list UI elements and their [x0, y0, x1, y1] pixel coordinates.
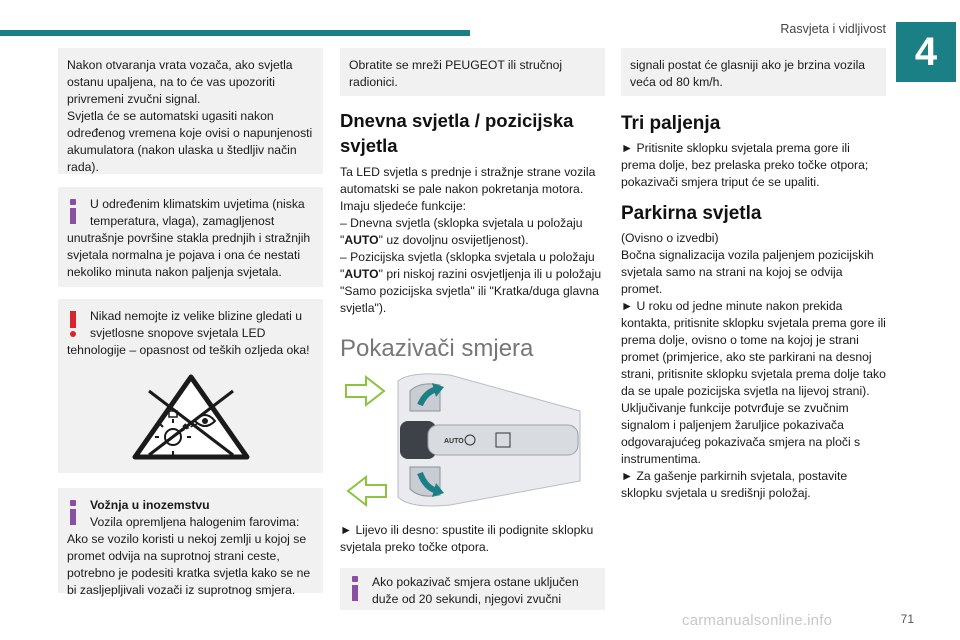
indicators-heading: Pokazivači smjera — [340, 335, 534, 362]
drl-item1: – Dnevna svjetla (sklopka svjetala u položaju "AUTO" uz dovoljnu osvijetljenost). — [340, 216, 583, 247]
warning-first: Nikad nemojte iz velike blizine gledati u svjetlosne snopove svjetala LED — [90, 309, 303, 340]
header-accent-bar — [0, 30, 470, 36]
service-box — [340, 48, 605, 96]
climate-note — [58, 187, 323, 287]
abroad-note — [58, 488, 323, 597]
three-flash-text: ► Pritisnite sklopku svjetala prema gore ili prema dolje, bez prelaska preko točke otpora; pokazivači smjera triput će se upaliti. — [621, 141, 869, 189]
drl-item2: – Pozicijska svjetla (sklopka svjetala u položaju "AUTO" pri niskoj razini osvjetljenja ili u položaju "Samo pozicijska svjetla" ili "Kratka/duga glavna svjetla"). — [340, 250, 602, 315]
column-middle — [340, 48, 605, 610]
parking-heading: Parkirna svjetla — [621, 203, 762, 224]
drl-p2: Imaju sljedeće funkcije: — [340, 199, 466, 213]
led-eye-warning-icon — [129, 371, 253, 463]
abroad-first: Vozila opremljena halogenim farovima: — [90, 515, 300, 529]
watermark: carmanualsonline.info — [682, 612, 833, 629]
indicators-note-rest: duže od 20 sekundi, njegovi zvučni — [372, 592, 562, 606]
column-left — [58, 48, 323, 597]
drl-p1: Ta LED svjetla s prednje i stražnje strane vozila automatski se pale nakon pokretanja motora. — [340, 165, 596, 196]
service-text: Obratite se mreži PEUGEOT ili stručnoj radionici. — [349, 58, 563, 89]
drl-heading: Dnevna svjetla / pozicijska svjetla — [340, 110, 574, 156]
info-icon — [348, 576, 362, 600]
section-title: Rasvjeta i vidljivost — [780, 22, 886, 36]
lever-auto-label: AUTO — [444, 438, 464, 445]
intro-text: Nakon otvaranja vrata vozača, ako svjetla ostanu upaljena, na to će vas upozoriti privremeni zvučni signal. Svjetla će se automatski ugasiti nakon određenog vremena koje ovisi o napunjenosti akumulatora (nakon ulaska u štedljiv način rada). — [67, 58, 313, 174]
indicators-note-first: Ako pokazivač smjera ostane uključen — [372, 575, 579, 589]
chapter-tab[interactable]: 4 — [896, 22, 956, 82]
indicators-text: ► Lijevo ili desno: spustite ili podignite sklopku svjetala preko točke otpora. — [340, 523, 594, 554]
parking-text: (Ovisno o izvedbi) Bočna signalizacija vozila paljenjem pozicijskih svjetala samo na strani na kojoj se odvija promet. ► U roku od jedne minute nakon prekida kontakta, pritisnite sklopku svjetala prema gore ili prema dolje, ovisno o tome na kojoj je strani promet (primjerice, ako ste parkirani na desnoj strani, pritisnite sklopku svjetala prema dolje tako da se upale pozicijska svjetla na lijevoj strani). Uključivanje funkcije potvrđuje se zvučnim signalom i paljenjem žaruljice pokazivača odgovarajućeg pokazivača smjera na ploči s instrumentima. ► Za gašenje parkirnih svjetala, postavite sklopku svjetala u središnji položaj. — [621, 231, 886, 500]
three-flash-heading: Tri paljenja — [621, 113, 721, 134]
abroad-title: Vožnja u inozemstvu — [90, 498, 210, 512]
abroad-rest: Ako se vozilo koristi u nekoj zemlji u kojoj se promet odvija na suprotnoj strani ceste, potrebno je podesiti kratka svjetla kako se ne bi zasljepljivali vozači iz suprotnog smjera. — [67, 532, 311, 597]
climate-note-rest: unutrašnje površine stakla prednjih i stražnjih svjetala normalna je pojava i ona će nestati nekoliko minuta nakon paljenja svjetala. — [67, 231, 311, 279]
climate-note-first: U određenim klimatskim uvjetima (niska temperatura, vlaga), zamagljenost — [90, 197, 305, 228]
drl-body — [340, 164, 605, 317]
continued-box — [621, 48, 886, 96]
led-warning-box — [58, 299, 323, 473]
warning-rest: tehnologije – opasnost od teških ozljeda oka! — [67, 343, 310, 357]
indicator-stalk-illustration — [340, 371, 590, 509]
indicators-note — [340, 568, 605, 610]
info-icon — [66, 199, 80, 223]
continued-text: signali postat će glasniji ako je brzina vozila veća od 80 km/h. — [630, 58, 866, 89]
warning-icon — [66, 311, 80, 335]
column-right — [621, 48, 886, 502]
page-number: 71 — [900, 612, 914, 626]
info-icon — [66, 500, 80, 524]
intro-box — [58, 48, 323, 174]
